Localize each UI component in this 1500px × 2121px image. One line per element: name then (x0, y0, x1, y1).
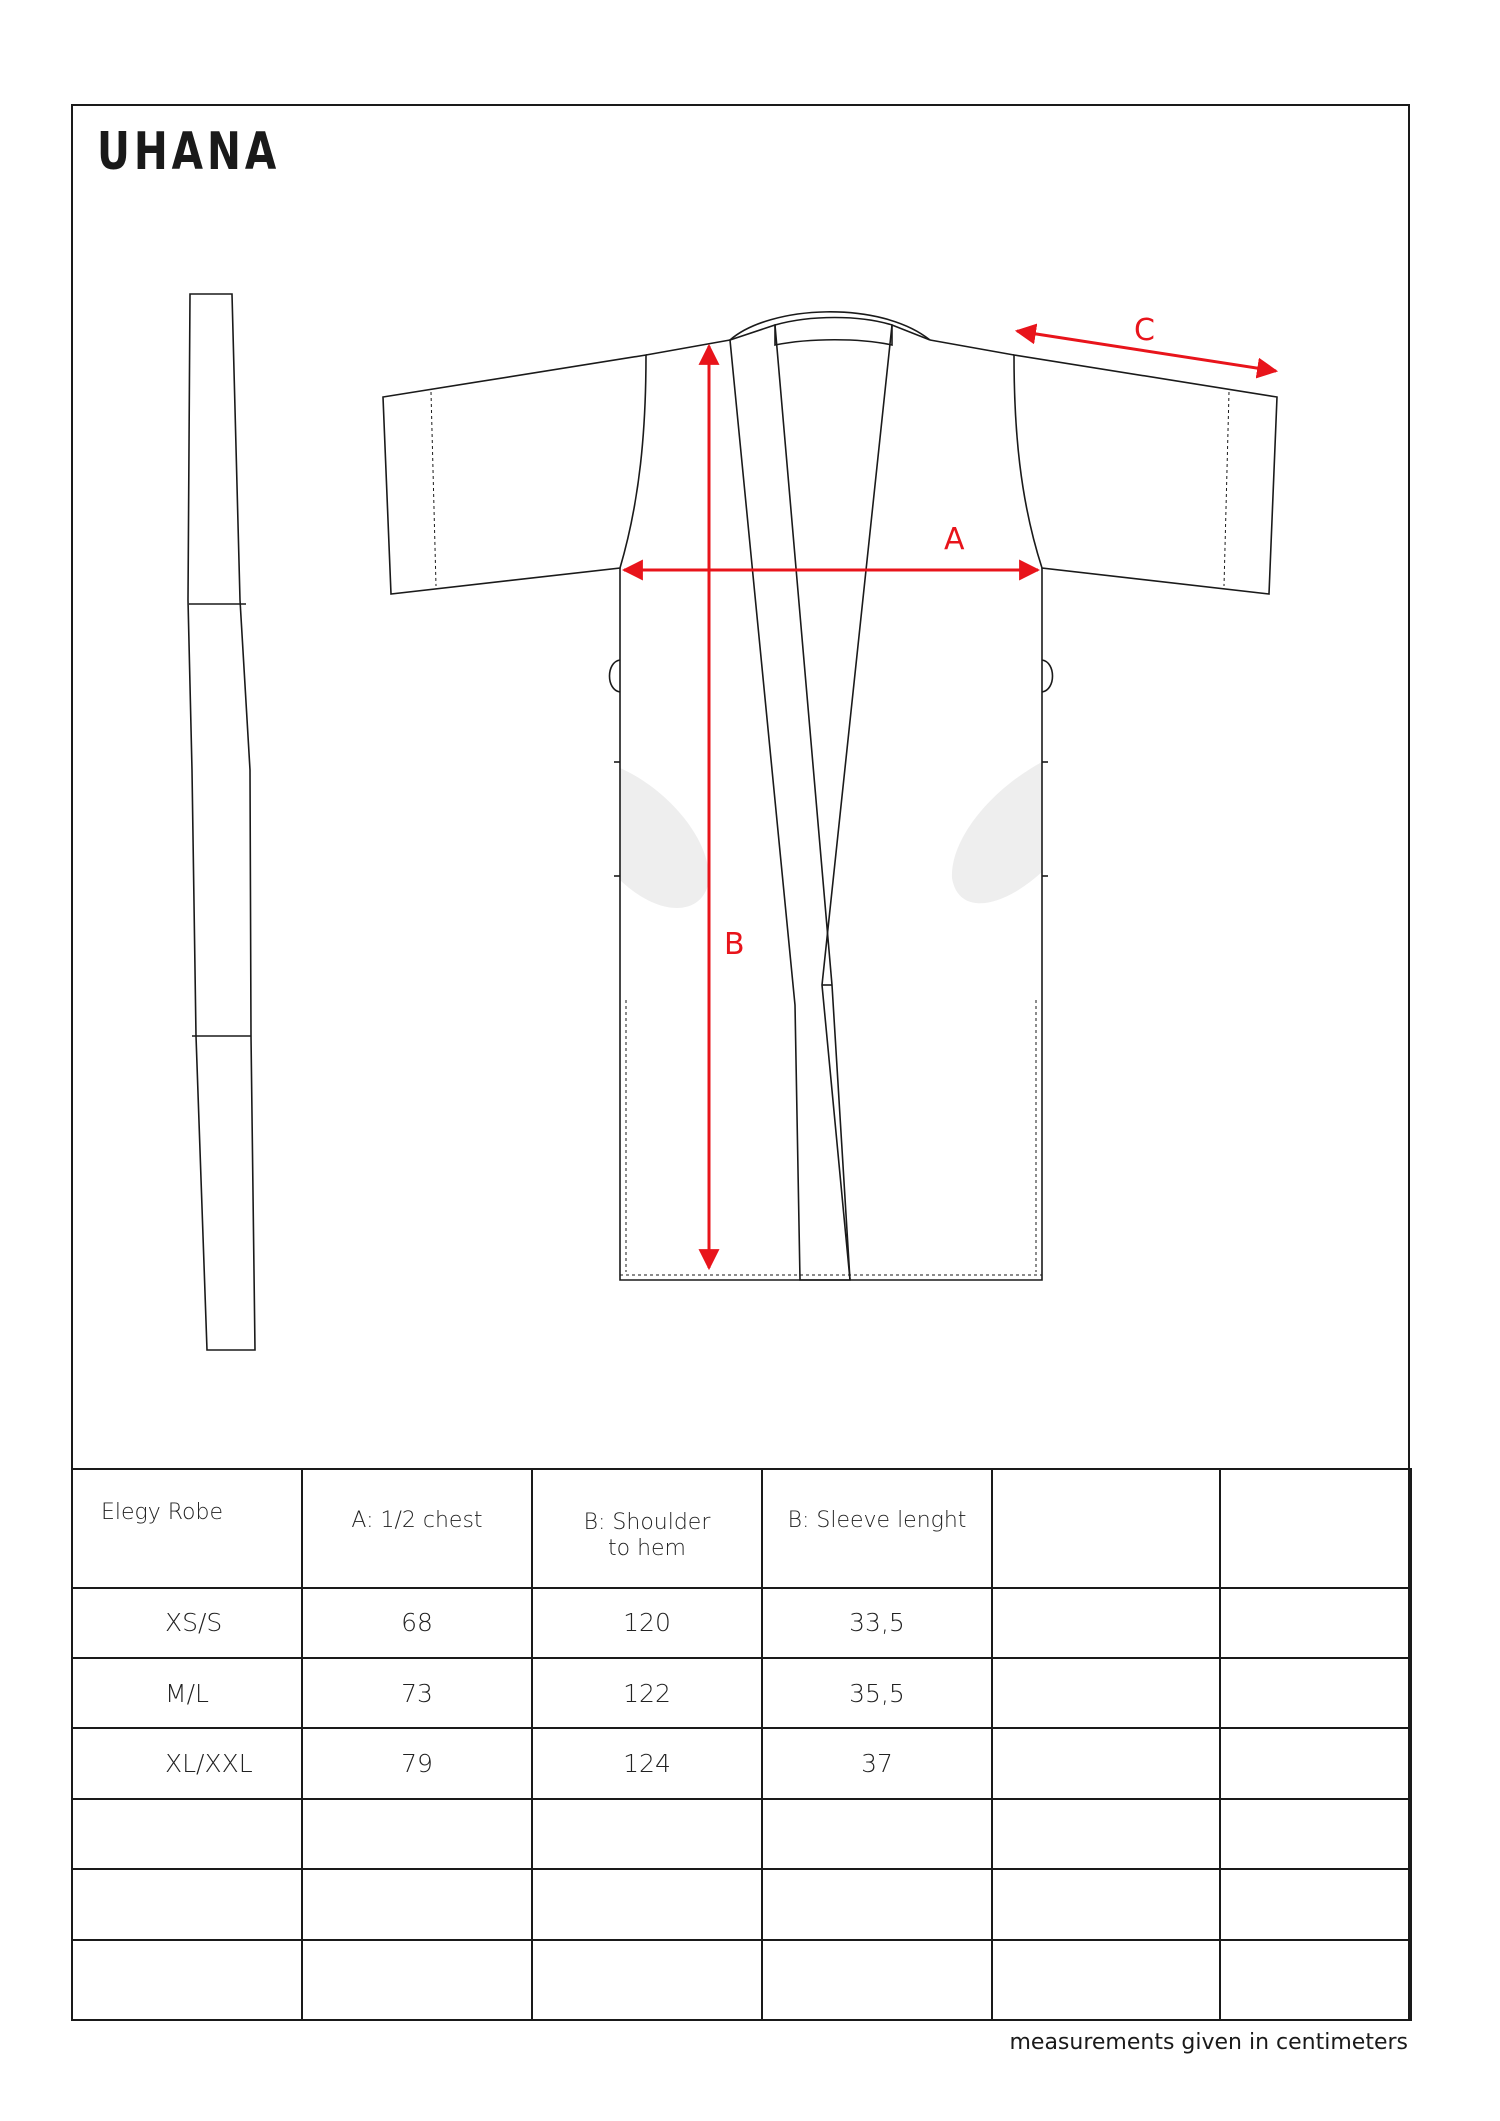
empty-cell (302, 1940, 532, 2020)
left-pocket-shading (620, 768, 709, 908)
right-pocket-shading (952, 762, 1042, 903)
empty-cell (1220, 1588, 1411, 1658)
table-header-row (72, 1469, 1411, 1588)
robe-side-view (188, 294, 255, 1350)
table-row (72, 1799, 1411, 1869)
empty-cell (532, 1869, 762, 1939)
size-cell: XL/XXL (72, 1728, 302, 1798)
sleeve-cell: 37 (762, 1728, 992, 1798)
table-row (72, 1940, 1411, 2020)
empty-cell (72, 1799, 302, 1869)
empty-cell (992, 1799, 1220, 1869)
size-cell: M/L (72, 1658, 302, 1728)
empty-cell (72, 1869, 302, 1939)
measurement-arrows (624, 331, 1276, 1268)
header-chest: A: 1/2 chest (302, 1469, 532, 1588)
length-cell: 124 (532, 1728, 762, 1798)
chest-cell: 79 (302, 1728, 532, 1798)
empty-cell (532, 1799, 762, 1869)
table-row (72, 1658, 1411, 1728)
empty-cell (1220, 1869, 1411, 1939)
chest-cell: 73 (302, 1658, 532, 1728)
length-cell: 120 (532, 1588, 762, 1658)
empty-cell (762, 1940, 992, 2020)
empty-cell (532, 1940, 762, 2020)
label-c: C (1134, 313, 1155, 348)
length-cell: 122 (532, 1658, 762, 1728)
label-a: A (944, 522, 965, 557)
header-sleeve-length: B: Sleeve lenght (762, 1469, 992, 1588)
empty-cell (992, 1869, 1220, 1939)
empty-cell (1220, 1728, 1411, 1798)
empty-cell (1220, 1940, 1411, 2020)
size-cell: XS/S (72, 1588, 302, 1658)
brand-logo: UHANA (97, 122, 281, 182)
label-b: B (724, 927, 745, 962)
empty-cell (992, 1940, 1220, 2020)
empty-cell (992, 1728, 1220, 1798)
empty-cell (302, 1799, 532, 1869)
header-empty-6 (1220, 1469, 1411, 1588)
table-row (72, 1869, 1411, 1939)
empty-cell (992, 1588, 1220, 1658)
table-row (72, 1588, 1411, 1658)
sleeve-cell: 35,5 (762, 1658, 992, 1728)
header-shoulder-to-hem: B: Shoulder to hem (532, 1469, 762, 1588)
header-product: Elegy Robe (72, 1469, 302, 1588)
size-chart-table (71, 1468, 1412, 2021)
empty-cell (762, 1869, 992, 1939)
empty-cell (992, 1658, 1220, 1728)
empty-cell (1220, 1799, 1411, 1869)
empty-cell (302, 1869, 532, 1939)
empty-cell (1220, 1658, 1411, 1728)
empty-cell (72, 1940, 302, 2020)
header-empty-5 (992, 1469, 1220, 1588)
empty-cell (762, 1799, 992, 1869)
robe-front-view (383, 312, 1277, 1280)
table-row (72, 1728, 1411, 1798)
chest-cell: 68 (302, 1588, 532, 1658)
footnote: measurements given in centimeters (1009, 2030, 1408, 2055)
sleeve-cell: 33,5 (762, 1588, 992, 1658)
